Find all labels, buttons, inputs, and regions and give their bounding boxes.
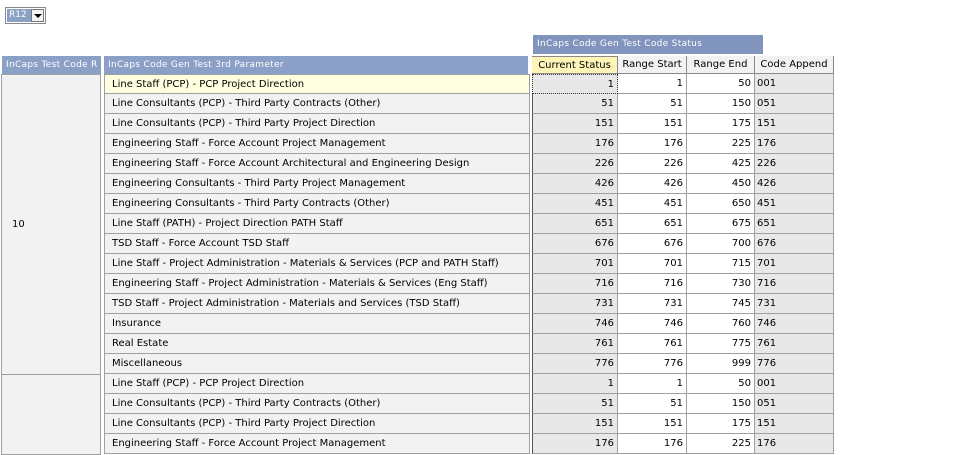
filter-dropdown[interactable] <box>5 7 46 24</box>
table-row <box>104 154 834 174</box>
range-end-cell[interactable]: 50 <box>687 374 755 394</box>
range-end-cell[interactable]: 450 <box>687 174 755 194</box>
range-start-cell[interactable]: 731 <box>618 294 687 314</box>
range-start-cell[interactable]: 1 <box>618 74 687 94</box>
range-end-cell[interactable]: 175 <box>687 114 755 134</box>
code-append-cell[interactable]: 426 <box>755 174 834 194</box>
range-end-cell[interactable]: 715 <box>687 254 755 274</box>
current-status-cell[interactable]: 51 <box>532 94 618 114</box>
range-end-cell[interactable]: 675 <box>687 214 755 234</box>
row-description-cell[interactable]: TSD Staff - Force Account TSD Staff <box>104 234 530 254</box>
row-description-cell[interactable]: Insurance <box>104 314 530 334</box>
current-status-cell[interactable]: 1 <box>532 374 618 394</box>
range-start-cell[interactable]: 51 <box>618 94 687 114</box>
range-end-cell[interactable]: 150 <box>687 394 755 414</box>
range-start-cell[interactable]: 426 <box>618 174 687 194</box>
current-status-cell[interactable]: 176 <box>532 134 618 154</box>
current-status-cell[interactable]: 676 <box>532 234 618 254</box>
range-end-cell[interactable]: 225 <box>687 134 755 154</box>
range-start-cell[interactable]: 176 <box>618 434 687 454</box>
row-description-cell[interactable]: Line Staff (PATH) - Project Direction PATH Staff <box>104 214 530 234</box>
table-row <box>104 274 834 294</box>
table-row <box>104 74 834 94</box>
table-row <box>104 414 834 434</box>
range-end-cell[interactable]: 650 <box>687 194 755 214</box>
code-append-cell[interactable]: 676 <box>755 234 834 254</box>
table-row <box>104 334 834 354</box>
code-append-cell[interactable]: 051 <box>755 394 834 414</box>
table-row <box>104 434 834 454</box>
row-description-cell[interactable]: Line Staff (PCP) - PCP Project Direction <box>104 374 530 394</box>
column-header-range-end[interactable]: Range End <box>687 56 755 74</box>
table-row <box>104 374 834 394</box>
table-row <box>104 314 834 334</box>
range-end-cell[interactable]: 999 <box>687 354 755 374</box>
code-append-cell[interactable]: 716 <box>755 274 834 294</box>
current-status-cell[interactable]: 451 <box>532 194 618 214</box>
row-dimension-2-header[interactable]: InCaps Code Gen Test 3rd Parameter <box>104 56 528 74</box>
row-description-cell[interactable]: Engineering Consultants - Third Party Contracts (Other) <box>104 194 530 214</box>
current-status-cell[interactable]: 1 <box>532 74 618 94</box>
current-status-cell[interactable]: 746 <box>532 314 618 334</box>
table-row <box>104 214 834 234</box>
current-status-cell[interactable]: 776 <box>532 354 618 374</box>
current-status-cell[interactable]: 701 <box>532 254 618 274</box>
row-description-cell[interactable]: Miscellaneous <box>104 354 530 374</box>
range-start-cell[interactable]: 746 <box>618 314 687 334</box>
row-description-cell[interactable]: Engineering Staff - Force Account Project Management <box>104 434 530 454</box>
code-append-cell[interactable]: 701 <box>755 254 834 274</box>
row-group-cell[interactable] <box>1 374 101 455</box>
range-start-cell[interactable]: 716 <box>618 274 687 294</box>
row-description-cell[interactable]: Engineering Consultants - Third Party Project Management <box>104 174 530 194</box>
range-start-cell[interactable]: 701 <box>618 254 687 274</box>
code-append-cell[interactable]: 176 <box>755 134 834 154</box>
range-start-cell[interactable]: 151 <box>618 114 687 134</box>
range-start-cell[interactable]: 761 <box>618 334 687 354</box>
current-status-cell[interactable]: 226 <box>532 154 618 174</box>
code-append-cell[interactable]: 731 <box>755 294 834 314</box>
column-header-code-append[interactable]: Code Append <box>755 56 834 74</box>
row-description-cell[interactable]: TSD Staff - Project Administration - Materials and Services (TSD Staff) <box>104 294 530 314</box>
col-dimension-header[interactable]: InCaps Code Gen Test Code Status <box>533 35 763 54</box>
chevron-down-icon[interactable] <box>31 9 44 22</box>
current-status-cell[interactable]: 731 <box>532 294 618 314</box>
code-append-cell[interactable]: 001 <box>755 374 834 394</box>
current-status-cell[interactable]: 151 <box>532 414 618 434</box>
row-description-cell[interactable]: Line Consultants (PCP) - Third Party Project Direction <box>104 114 530 134</box>
range-start-cell[interactable]: 676 <box>618 234 687 254</box>
row-description-cell[interactable]: Line Staff (PCP) - PCP Project Direction <box>104 74 530 94</box>
row-description-cell[interactable]: Real Estate <box>104 334 530 354</box>
code-append-cell[interactable]: 001 <box>755 74 834 94</box>
code-append-cell[interactable]: 761 <box>755 334 834 354</box>
range-end-cell[interactable]: 225 <box>687 434 755 454</box>
row-description-cell[interactable]: Line Consultants (PCP) - Third Party Project Direction <box>104 414 530 434</box>
table-row <box>104 174 834 194</box>
table-row <box>104 294 834 314</box>
row-description-cell[interactable]: Line Consultants (PCP) - Third Party Contracts (Other) <box>104 394 530 414</box>
code-append-cell[interactable]: 151 <box>755 414 834 434</box>
range-start-cell[interactable]: 451 <box>618 194 687 214</box>
range-end-cell[interactable]: 745 <box>687 294 755 314</box>
range-end-cell[interactable]: 175 <box>687 414 755 434</box>
current-status-cell[interactable]: 716 <box>532 274 618 294</box>
table-row <box>104 234 834 254</box>
row-description-cell[interactable]: Line Staff - Project Administration - Materials & Services (PCP and PATH Staff) <box>104 254 530 274</box>
range-end-cell[interactable]: 700 <box>687 234 755 254</box>
row-description-cell[interactable]: Engineering Staff - Force Account Project Management <box>104 134 530 154</box>
table-row <box>104 94 834 114</box>
current-status-cell[interactable]: 151 <box>532 114 618 134</box>
code-append-cell[interactable]: 176 <box>755 434 834 454</box>
code-append-cell[interactable]: 451 <box>755 194 834 214</box>
filter-selected-value: R12 <box>7 9 31 22</box>
column-header-range-start[interactable]: Range Start <box>618 56 687 74</box>
row-group-label: 10 <box>12 218 25 230</box>
code-append-cell[interactable]: 051 <box>755 94 834 114</box>
range-start-cell[interactable]: 1 <box>618 374 687 394</box>
row-description-cell[interactable]: Engineering Staff - Project Administration - Materials & Services (Eng Staff) <box>104 274 530 294</box>
table-row <box>104 394 834 414</box>
table-row <box>104 114 834 134</box>
range-start-cell[interactable]: 151 <box>618 414 687 434</box>
current-status-cell[interactable]: 176 <box>532 434 618 454</box>
table-row <box>104 354 834 374</box>
current-status-cell[interactable]: 761 <box>532 334 618 354</box>
code-append-cell[interactable]: 776 <box>755 354 834 374</box>
current-status-cell[interactable]: 651 <box>532 214 618 234</box>
range-end-cell[interactable]: 150 <box>687 94 755 114</box>
table-row <box>104 254 834 274</box>
table-row <box>104 194 834 214</box>
range-start-cell[interactable]: 651 <box>618 214 687 234</box>
code-append-cell[interactable]: 226 <box>755 154 834 174</box>
range-end-cell[interactable]: 760 <box>687 314 755 334</box>
column-header-current-status[interactable]: Current Status <box>532 56 618 74</box>
row-dimension-1-header[interactable]: InCaps Test Code R <box>2 56 101 74</box>
range-end-cell[interactable]: 730 <box>687 274 755 294</box>
code-append-cell[interactable]: 651 <box>755 214 834 234</box>
row-description-cell[interactable]: Engineering Staff - Force Account Architectural and Engineering Design <box>104 154 530 174</box>
code-append-cell[interactable]: 746 <box>755 314 834 334</box>
range-start-cell[interactable]: 776 <box>618 354 687 374</box>
table-row <box>104 134 834 154</box>
range-end-cell[interactable]: 50 <box>687 74 755 94</box>
range-start-cell[interactable]: 51 <box>618 394 687 414</box>
code-append-cell[interactable]: 151 <box>755 114 834 134</box>
range-start-cell[interactable]: 176 <box>618 134 687 154</box>
current-status-cell[interactable]: 426 <box>532 174 618 194</box>
range-start-cell[interactable]: 226 <box>618 154 687 174</box>
row-group-cell[interactable] <box>1 74 101 375</box>
current-status-cell[interactable]: 51 <box>532 394 618 414</box>
range-end-cell[interactable]: 425 <box>687 154 755 174</box>
range-end-cell[interactable]: 775 <box>687 334 755 354</box>
row-description-cell[interactable]: Line Consultants (PCP) - Third Party Contracts (Other) <box>104 94 530 114</box>
